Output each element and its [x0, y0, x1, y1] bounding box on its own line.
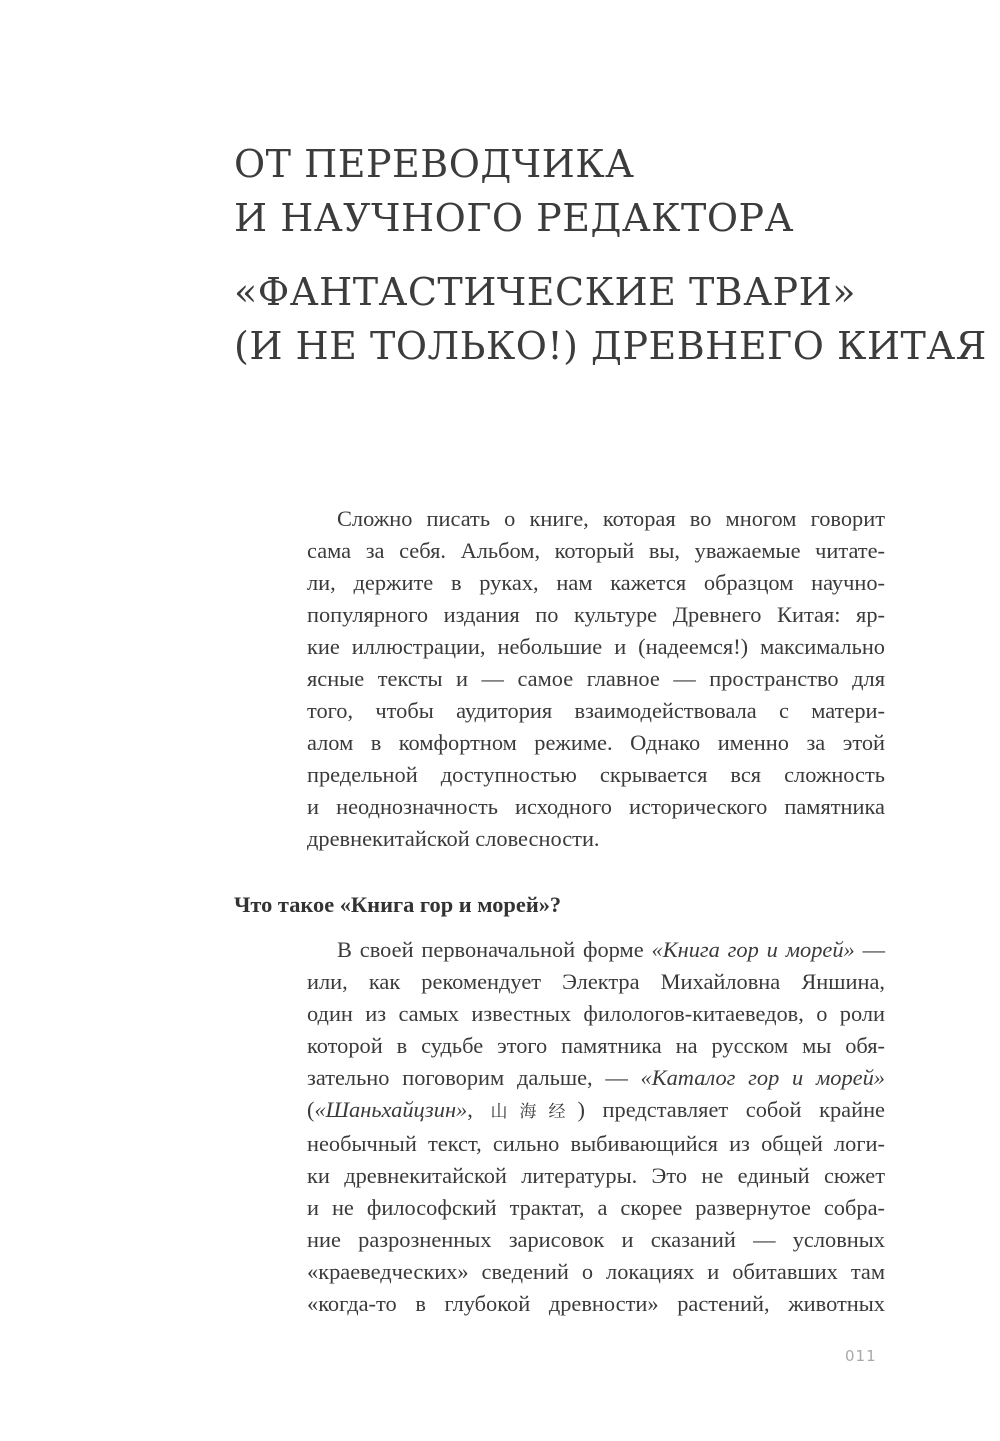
body-line: «краеведческих» сведений о локациях и обитавших там: [307, 1259, 885, 1284]
chapter-subtitle-line-2: (И НЕ ТОЛЬКО!) ДРЕВНЕГО КИТАЯ: [234, 324, 987, 368]
section-title: Что такое «Книга гор и морей»?: [234, 892, 562, 917]
body-line: ки древнекитайской литературы. Это не единый сюжет: [307, 1163, 885, 1188]
intro-line: и неоднозначность исходного исторического памятника: [307, 794, 885, 819]
book-title-italic: «Книга гор и морей»: [651, 937, 855, 962]
body-line: которой в судьбе этого памятника на русском мы обя-: [307, 1033, 885, 1058]
page-number: 011: [845, 1347, 877, 1365]
body-line: [307, 1094, 885, 1128]
body-line: ние разрозненных зарисовок и сказаний — условных: [307, 1227, 885, 1252]
intro-line: сама за себя. Альбом, который вы, уважаемые читате-: [307, 538, 885, 563]
intro-line: кие иллюстрации, небольшие и (надеемся!) максимально: [307, 634, 885, 659]
body-text: ) представляет собой крайне: [577, 1097, 885, 1122]
intro-line: того, чтобы аудитория взаимодействовала с матери-: [307, 698, 885, 723]
chinese-title: 山海经: [490, 1102, 578, 1122]
body-line: [307, 934, 885, 966]
section-paragraph: [307, 934, 885, 1320]
chapter-subtitle: [234, 265, 987, 373]
intro-line: предельной доступностью скрывается вся сложность: [307, 762, 885, 787]
body-text: (: [307, 1097, 315, 1122]
chapter-heading-line-1: ОТ ПЕРЕВОДЧИКА: [234, 142, 635, 186]
body-line: необычный текст, сильно выбивающийся из общей логи-: [307, 1131, 885, 1156]
chapter-subtitle-line-1: «ФАНТАСТИЧЕСКИЕ ТВАРИ»: [234, 270, 856, 314]
body-text: —: [854, 937, 886, 962]
intro-line: Сложно писать о книге, которая во многом говорит: [337, 506, 885, 531]
body-text: ,: [467, 1097, 491, 1122]
intro-paragraph: [307, 503, 885, 855]
body-line: [307, 1062, 885, 1094]
book-title-italic: «Шаньхайцзин»: [314, 1097, 468, 1122]
intro-line: ясные тексты и — самое главное — пространство для: [307, 666, 885, 691]
body-line: «когда-то в глубокой древности» растений, животных: [307, 1291, 885, 1316]
chapter-heading: [234, 137, 934, 245]
book-title-italic: «Каталог гор и морей»: [640, 1065, 885, 1090]
body-text: В своей первоначальной форме: [337, 937, 652, 962]
chapter-heading-line-2: И НАУЧНОГО РЕДАКТОРА: [234, 196, 794, 240]
intro-line: ли, держите в руках, нам кажется образцом научно-: [307, 570, 885, 595]
body-line: или, как рекомендует Электра Михайловна Яншина,: [307, 969, 885, 994]
intro-line: древнекитайской словесности.: [307, 826, 600, 851]
body-line: и не философский трактат, а скорее развернутое собра-: [307, 1195, 885, 1220]
intro-line: популярного издания по культуре Древнего Китая: яр-: [307, 602, 885, 627]
intro-line: алом в комфортном режиме. Однако именно за этой: [307, 730, 885, 755]
body-line: один из самых известных филологов-китаеведов, о роли: [307, 1001, 885, 1026]
body-text: зательно поговорим дальше, —: [307, 1065, 641, 1090]
